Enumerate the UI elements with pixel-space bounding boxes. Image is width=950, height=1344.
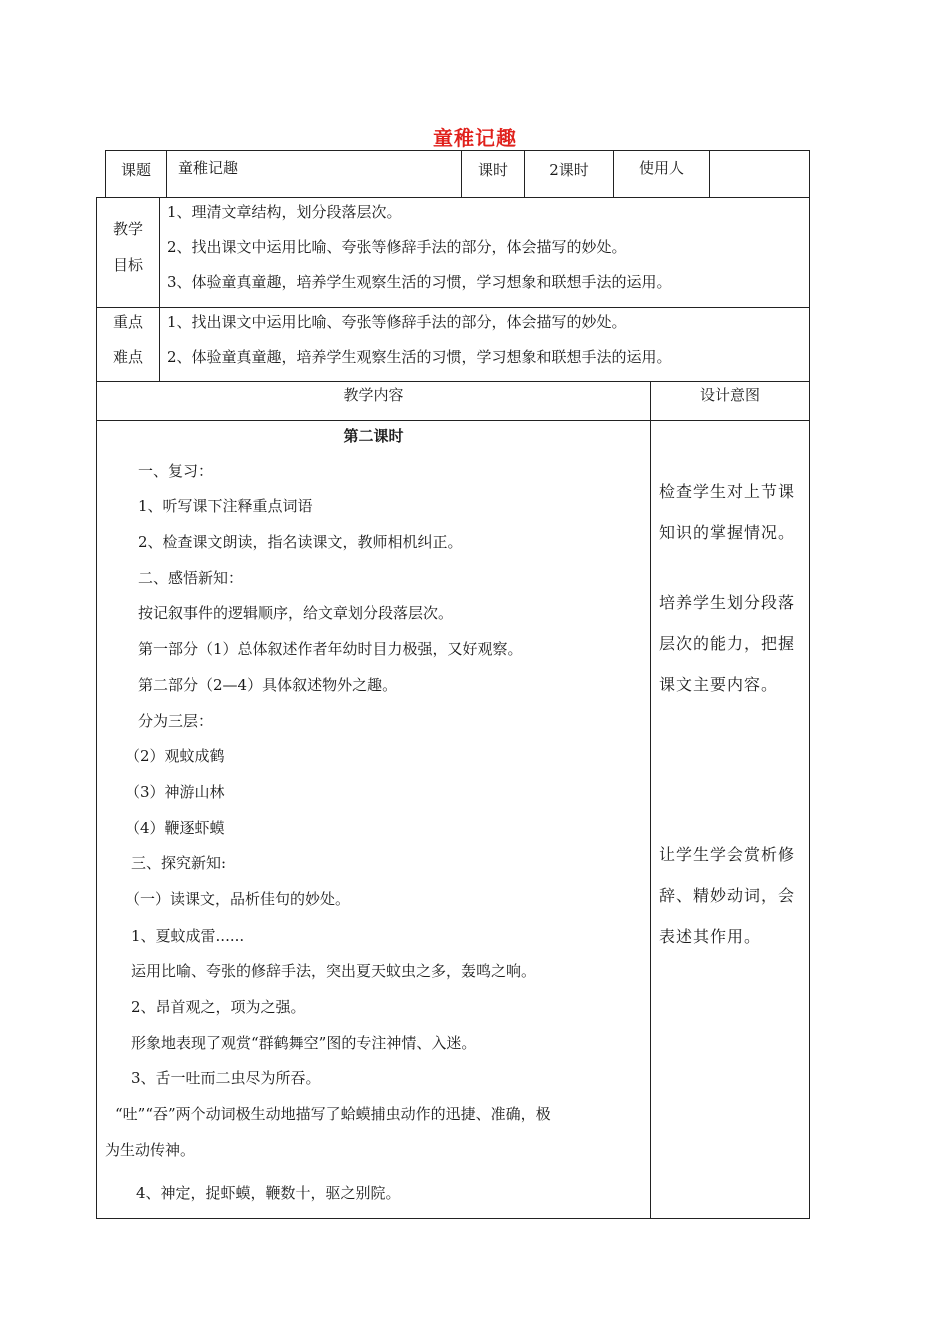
key-point-item: 1、找出课文中运用比喻、夸张等修辞手法的部分，体会描写的妙处。 — [167, 313, 627, 331]
hours-value: 2课时 — [549, 161, 589, 179]
table-border — [96, 307, 810, 308]
objective-item: 3、体验童真童趣，培养学生观察生活的习惯，学习想象和联想手法的运用。 — [167, 273, 672, 291]
lesson-line: 第二部分（2—4）具体叙述物外之趣。 — [138, 676, 398, 694]
label-user: 使用人 — [638, 159, 684, 177]
table-border — [96, 420, 810, 421]
intent-line: 层次的能力，把握 — [659, 634, 796, 653]
lesson-line: 按记叙事件的逻辑顺序，给文章划分段落层次。 — [138, 604, 454, 622]
lesson-heading: 第二课时 — [343, 427, 404, 445]
table-border — [96, 1218, 810, 1219]
intent-line: 辞、精妙动词，会 — [659, 886, 796, 905]
intent-line: 知识的掌握情况。 — [659, 523, 796, 542]
objective-item: 2、找出课文中运用比喻、夸张等修辞手法的部分，体会描写的妙处。 — [167, 238, 627, 256]
objective-item: 1、理清文章结构，划分段落层次。 — [167, 203, 402, 221]
table-border — [105, 150, 810, 151]
lesson-line: 形象地表现了观赏“群鹤舞空”图的专注神情、入迷。 — [131, 1034, 477, 1052]
lesson-line: （3）神游山林 — [125, 783, 225, 801]
column-header-intent: 设计意图 — [699, 386, 760, 404]
lesson-line: （4）鞭逐虾蟆 — [125, 819, 225, 837]
lesson-line: 2、检查课文朗读，指名读课文，教师相机纠正。 — [138, 533, 463, 551]
key-point-item: 2、体验童真童趣，培养学生观察生活的习惯，学习想象和联想手法的运用。 — [167, 348, 672, 366]
lesson-line: 一、复习： — [138, 462, 214, 480]
lesson-line: 2、昂首观之，项为之强。 — [131, 998, 306, 1016]
table-border — [166, 150, 167, 197]
intent-line: 课文主要内容。 — [659, 675, 779, 694]
intent-line: 检查学生对上节课 — [659, 482, 796, 501]
table-border — [96, 381, 810, 382]
label-objectives-2: 目标 — [112, 256, 143, 274]
lesson-line: 运用比喻、夸张的修辞手法，突出夏天蚊虫之多，轰鸣之响。 — [131, 962, 537, 980]
lesson-line: 4、神定，捉虾蟆，鞭数十，驱之别院。 — [136, 1184, 401, 1202]
lesson-line: 3、舌一吐而二虫尽为所吞。 — [131, 1069, 321, 1087]
table-border — [159, 197, 160, 382]
label-key-points-2: 难点 — [112, 348, 143, 366]
intent-line: 表述其作用。 — [659, 927, 762, 946]
label-topic: 课题 — [120, 161, 151, 179]
table-border — [96, 197, 810, 198]
lesson-line: 第一部分（1）总体叙述作者年幼时目力极强，又好观察。 — [138, 640, 523, 658]
topic-value: 童稚记趣 — [178, 159, 239, 177]
lesson-line: 二、感悟新知： — [138, 569, 244, 587]
lesson-line: 为生动传神。 — [105, 1141, 196, 1159]
table-border — [709, 150, 710, 197]
lesson-line: 1、听写课下注释重点词语 — [138, 497, 313, 515]
lesson-line: （一）读课文，品析佳句的妙处。 — [125, 890, 351, 908]
column-header-content: 教学内容 — [343, 386, 404, 404]
lesson-line: 分为三层： — [138, 712, 214, 730]
table-border — [650, 381, 651, 1219]
document-title: 童稚记趣 — [433, 126, 517, 150]
label-hours: 课时 — [477, 161, 508, 179]
lesson-line: 1、夏蚊成雷...... — [131, 927, 245, 945]
lesson-line: （2）观蚊成鹤 — [125, 747, 225, 765]
label-key-points-1: 重点 — [112, 313, 143, 331]
lesson-line: “吐”“吞”两个动词极生动地描写了蛤蟆捕虫动作的迅捷、准确，极 — [115, 1105, 551, 1123]
label-objectives-1: 教学 — [112, 220, 143, 238]
lesson-line: 三、探究新知: — [131, 854, 227, 872]
intent-line: 培养学生划分段落 — [659, 593, 796, 612]
intent-line: 让学生学会赏析修 — [659, 845, 796, 864]
table-border — [809, 150, 810, 1219]
